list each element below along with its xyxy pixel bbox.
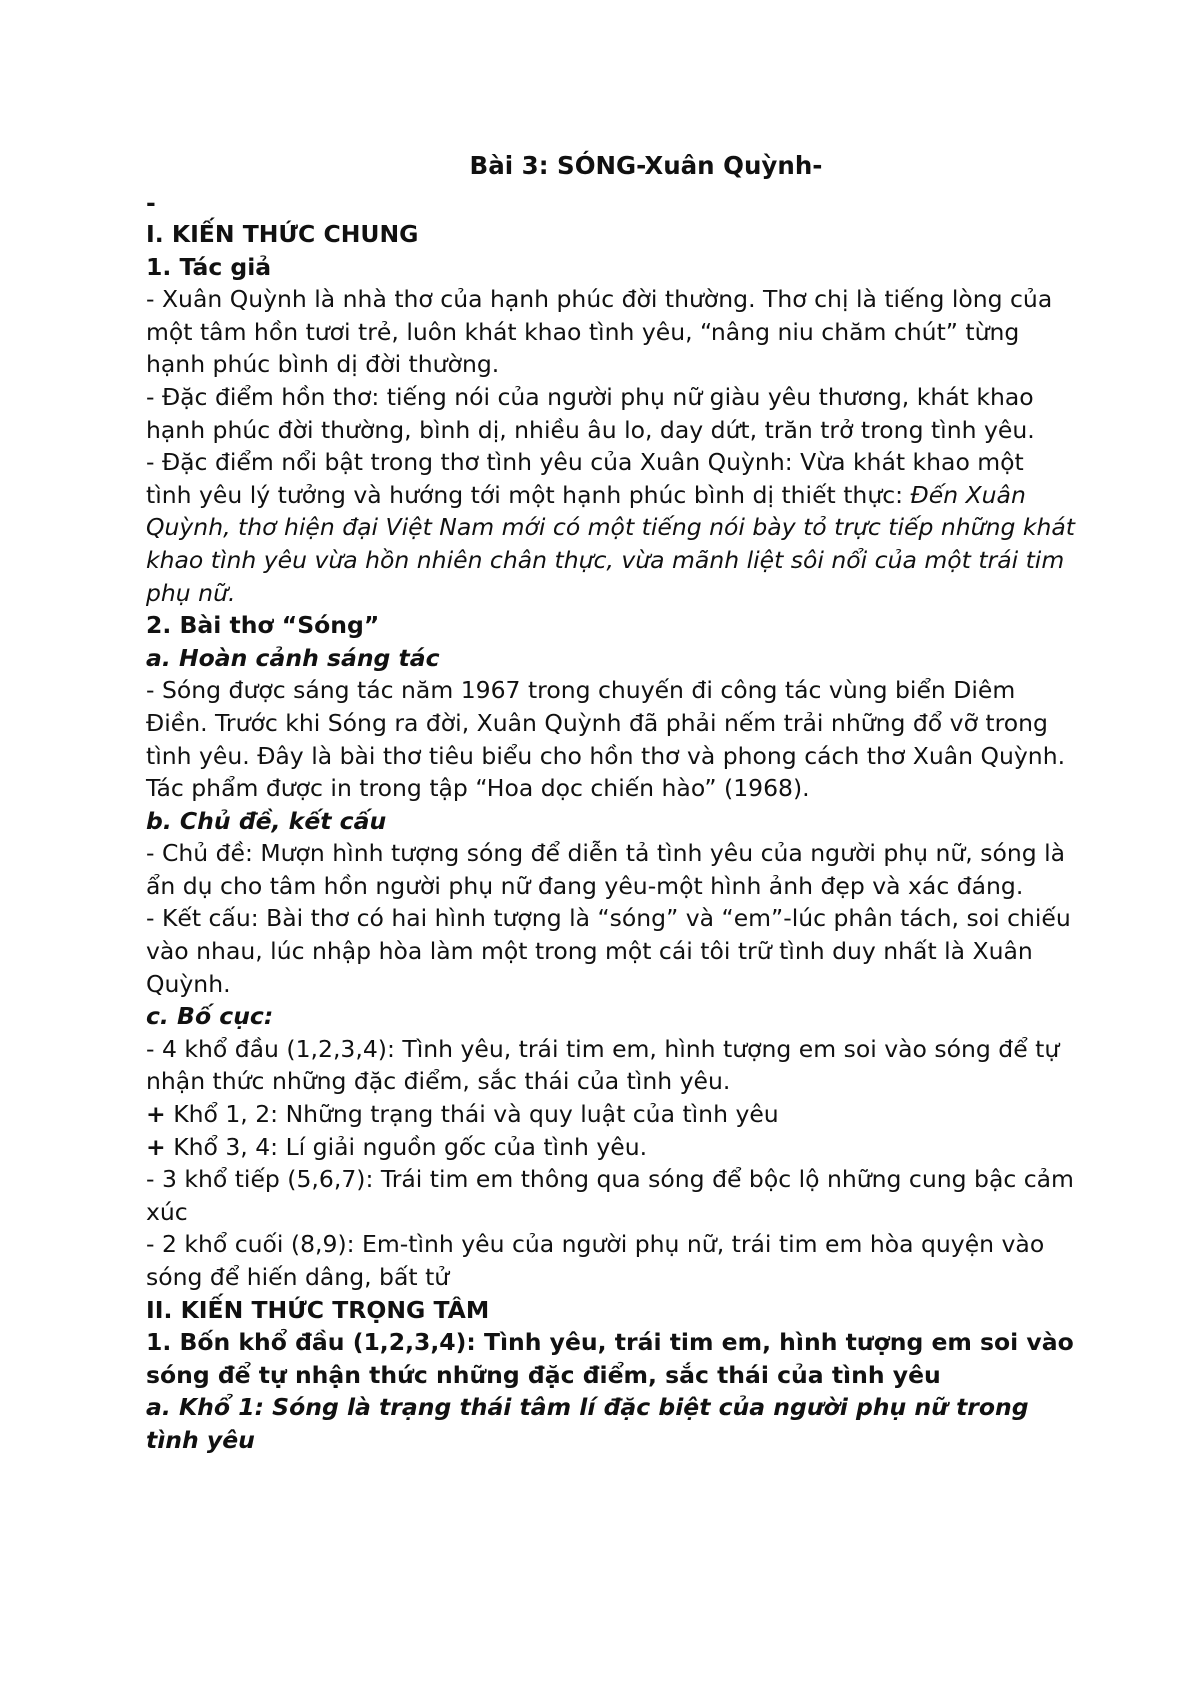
layout-paragraph-1: - 4 khổ đầu (1,2,3,4): Tình yêu, trái tim em, hình tượng em soi vào sóng để tự nhận thức những đặc điểm, sắc thái của tình yêu. (146, 1034, 1060, 1096)
author-paragraph-3 (146, 446, 1076, 609)
document-title: Bài 3: SÓNG-Xuân Quỳnh- (469, 151, 823, 180)
layout-paragraph-2: - 3 khổ tiếp (5,6,7): Trái tim em thông qua sóng để bộc lộ những cung bậc cảm xúc (146, 1165, 1074, 1226)
context-paragraph: - Sóng được sáng tác năm 1967 trong chuyến đi công tác vùng biển Diêm Điền. Trước khi Sóng ra đời, Xuân Quỳnh đã phải nếm trải những đổ vỡ trong tình yêu. Đây là bài thơ tiêu biểu cho hồn thơ và phong cách thơ Xuân Quỳnh. Tác phẩm được in trong tập “Hoa dọc chiến hào” (1968). (146, 676, 1066, 803)
plus-icon: + (146, 1132, 166, 1161)
theme-paragraph-2: - Kết cấu: Bài thơ có hai hình tượng là “sóng” và “em”-lúc phân tách, soi chiếu vào nhau, lúc nhập hòa làm một trong một cái tôi trữ tình duy nhất là Xuân Quỳnh. (146, 904, 1071, 998)
author-heading: 1. Tác giả (146, 252, 272, 281)
layout-plus-item-1 (146, 1098, 1076, 1131)
layout-plus-item-2 (146, 1131, 1076, 1164)
section-2-subheading-1: 1. Bốn khổ đầu (1,2,3,4): Tình yêu, trái tim em, hình tượng em soi vào sóng để tự nhận thức những đặc điểm, sắc thái của tình yêu (146, 1328, 1074, 1389)
poem-heading: 2. Bài thơ “Sóng” (146, 611, 380, 640)
theme-heading: b. Chủ đề, kết cấu (146, 806, 387, 835)
plus-icon: + (146, 1100, 166, 1129)
author-paragraph-1: - Xuân Quỳnh là nhà thơ của hạnh phúc đời thường. Thơ chị là tiếng lòng của một tâm hồn tươi trẻ, luôn khát khao tình yêu, “nâng niu chăm chút” từng hạnh phúc bình dị đời thường. (146, 285, 1053, 379)
author-paragraph-2: - Đặc điểm hồn thơ: tiếng nói của người phụ nữ giàu yêu thương, khát khao hạnh phúc đời thường, bình dị, nhiều âu lo, day dứt, trăn trở trong tình yêu. (146, 382, 1035, 444)
layout-paragraph-3: - 2 khổ cuối (8,9): Em-tình yêu của người phụ nữ, trái tim em hòa quyện vào sóng để hiến dâng, bất tử (146, 1230, 1045, 1291)
author-paragraph-3-lead: - Đặc điểm nổi bật trong thơ tình yêu của Xuân Quỳnh: Vừa khát khao một tình yêu lý tưởng và hướng tới một hạnh phúc bình dị thiết thực: (146, 448, 1024, 509)
title-dash: - (146, 189, 156, 217)
layout-heading: c. Bố cục: (146, 1002, 274, 1031)
section-1-heading: I. KIẾN THỨC CHUNG (146, 220, 419, 248)
layout-plus-item-2-text: Khổ 3, 4: Lí giải nguồn gốc của tình yêu. (173, 1132, 648, 1161)
section-2-subheading-1a: a. Khổ 1: Sóng là trạng thái tâm lí đặc biệt của người phụ nữ trong tình yêu (146, 1393, 1029, 1454)
author-paragraph-3-quote: Đến Xuân Quỳnh, thơ hiện đại Việt Nam mới có một tiếng nói bày tỏ trực tiếp những khát khao tình yêu vừa hồn nhiên chân thực, vừa mãnh liệt sôi nổi của một trái tim phụ nữ. (146, 480, 1075, 607)
document-content (146, 150, 1076, 1457)
layout-plus-item-1-text: Khổ 1, 2: Những trạng thái và quy luật của tình yêu (173, 1100, 779, 1129)
context-heading: a. Hoàn cảnh sáng tác (146, 643, 440, 672)
theme-paragraph-1: - Chủ đề: Mượn hình tượng sóng để diễn tả tình yêu của người phụ nữ, sóng là ẩn dụ cho tâm hồn người phụ nữ đang yêu-một hình ảnh đẹp và xác đáng. (146, 839, 1066, 900)
section-2-heading: II. KIẾN THỨC TRỌNG TÂM (146, 1295, 490, 1324)
